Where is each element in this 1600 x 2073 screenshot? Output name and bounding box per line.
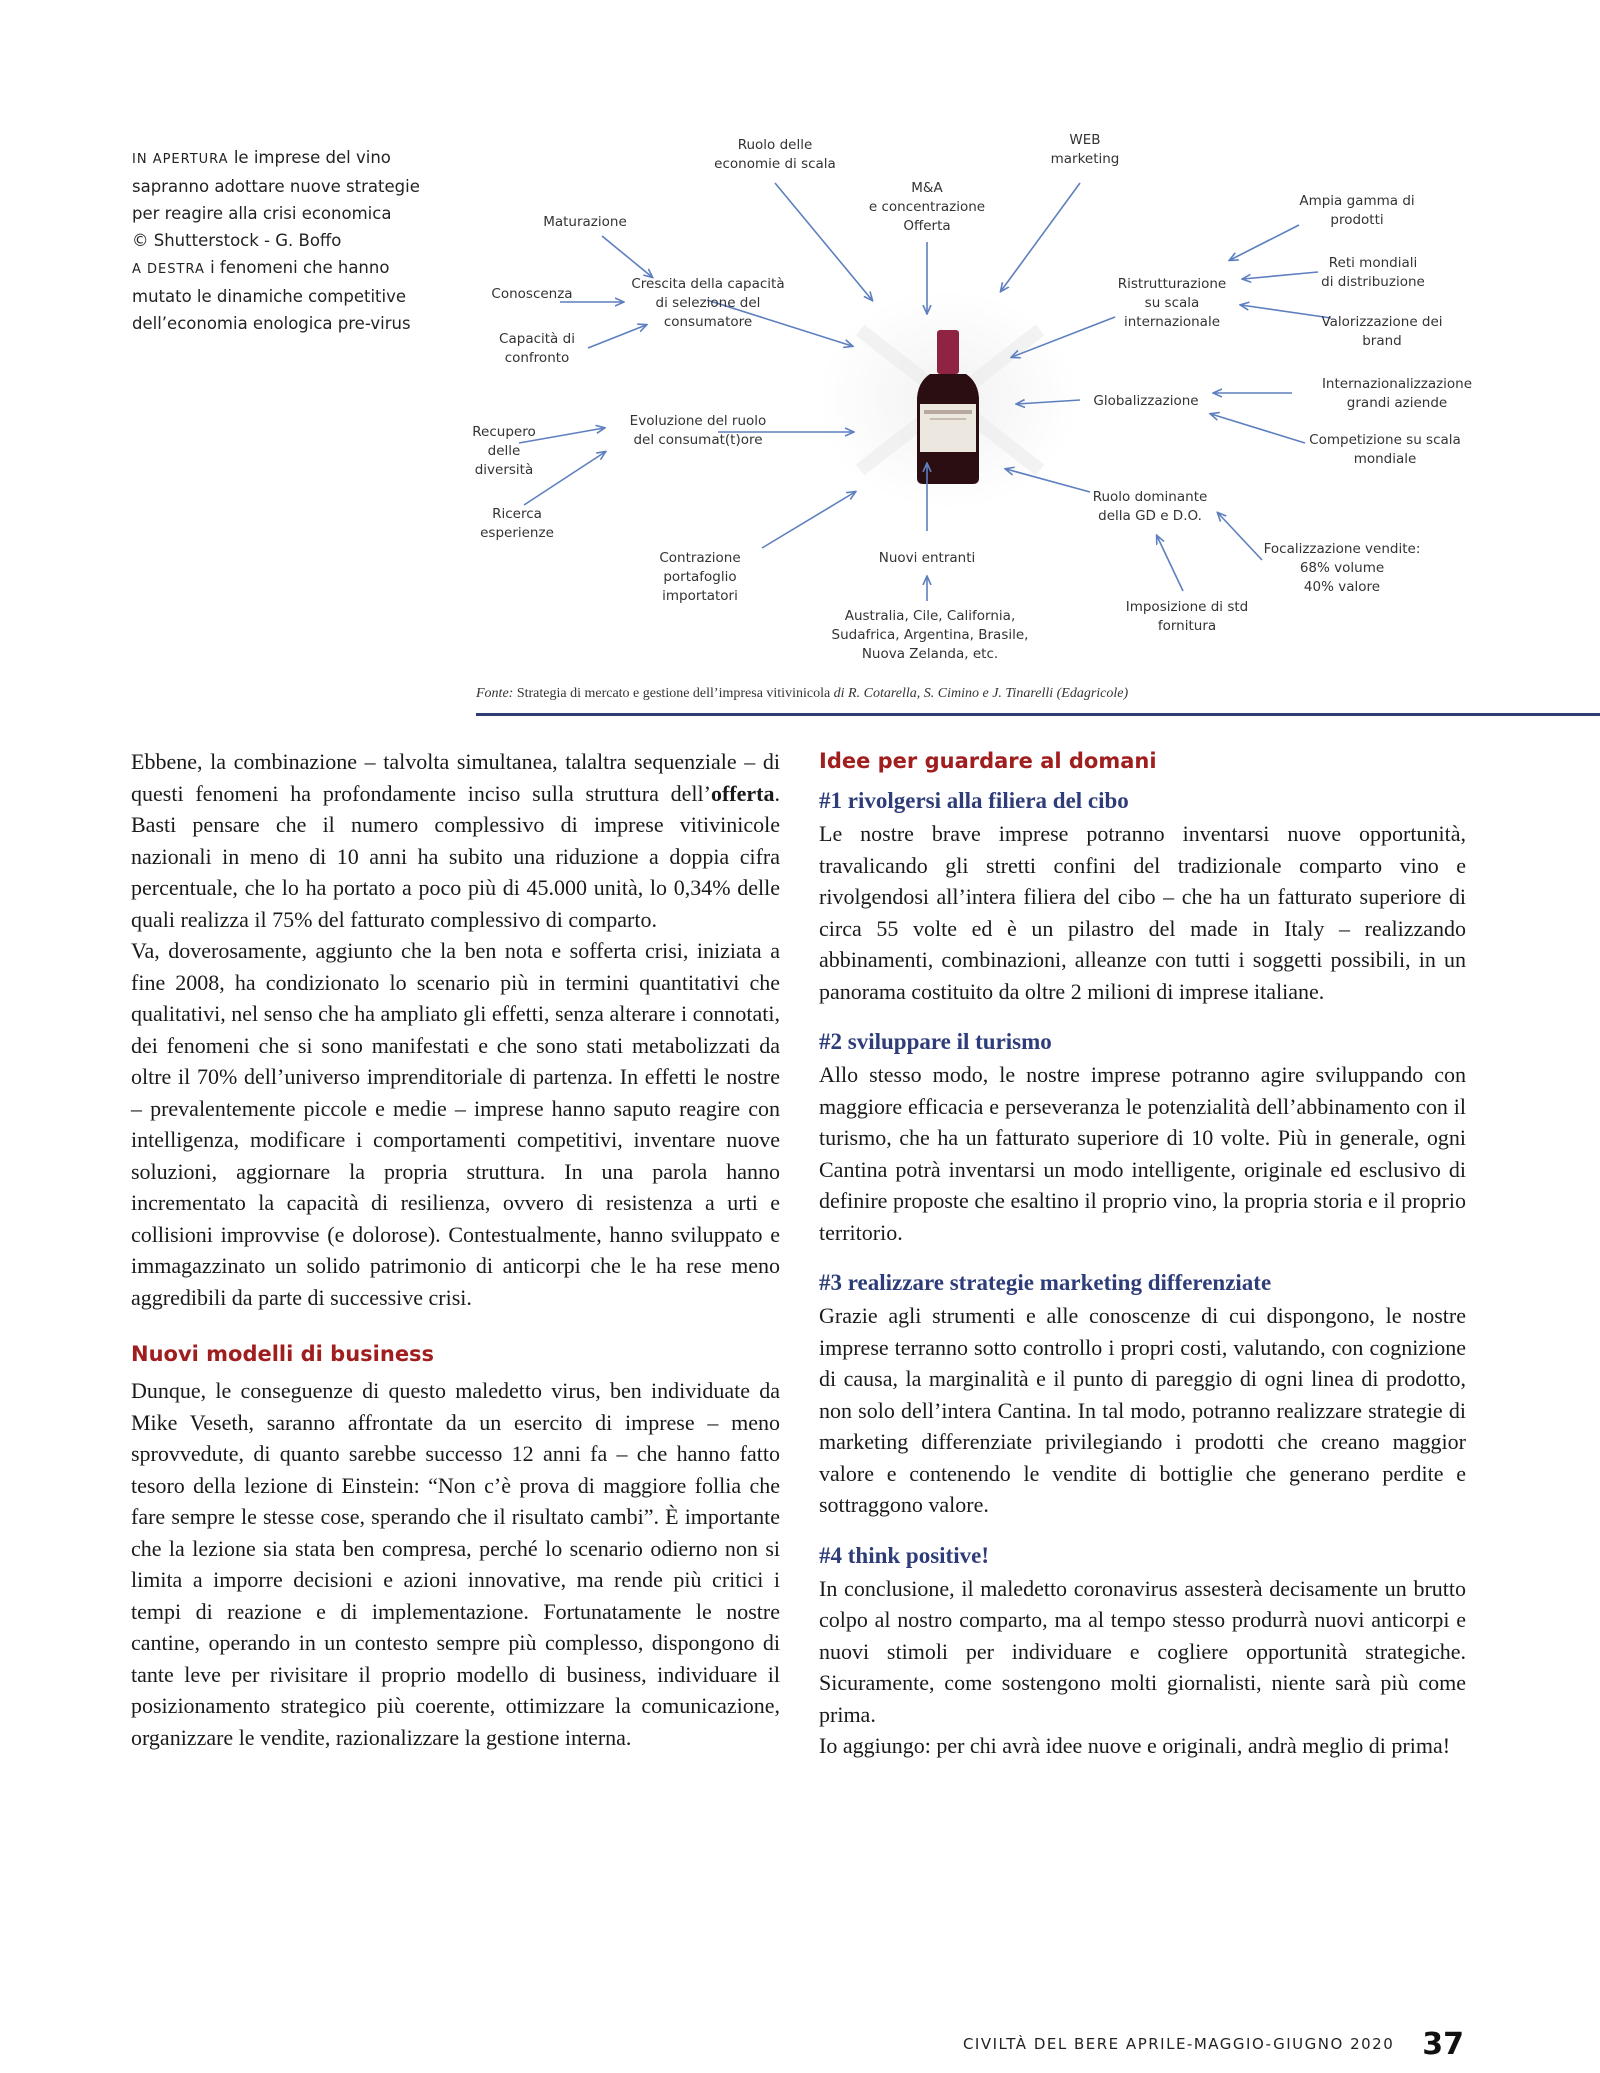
paragraph: Va, doverosamente, aggiunto che la ben nota e sofferta crisi, iniziata a fine 2008, ha condizionato lo scenario più in termini quantitativi che qualitativi, nel senso che ha ampliato gli effetti, senza alterare i connotati, dei fenomeni che si sono manifestati e che sono stati metabolizzati da oltre il 70% dell’universo imprenditoriale di partenza. In effetti le nostre – prevalentemente piccole e medie – imprese hanno saputo reagire con intelligenza, modificare i comportamenti competitivi, inventare nuove soluzioni, aggiornare la propria struttura. In una parola hanno incrementato la capacità di resilienza, ovvero di resistenza a urti e collisioni improvvise (e dolorose). Contestualmente, hanno sviluppato e immagazzinato un solido patrimonio di anticorpi che le ha rese meno aggredibili da parte di successive crisi.: [131, 938, 780, 1310]
paragraph: [131, 746, 780, 935]
right-column: [819, 746, 1466, 1762]
section-heading: Idee per guardare al domani: [819, 749, 1157, 773]
node-economie-scala: Ruolo delle economie di scala: [714, 137, 836, 172]
diagram-source: [476, 686, 1128, 702]
source-label: Fonte:: [476, 686, 514, 701]
node-web-marketing: WEB marketing: [1050, 132, 1120, 167]
node-paesi-entranti: Australia, Cile, California, Sudafrica, Argentina, Brasile, Nuova Zelanda, etc.: [831, 608, 1029, 662]
node-ristrutturazione: Ristrutturazione su scala internazionale: [1117, 276, 1227, 330]
wine-bottle-image: [818, 290, 1078, 510]
caption-label-destra: A DESTRA: [132, 262, 205, 277]
node-crescita-capacita: Crescita della capacità di selezione del consumatore: [631, 276, 785, 330]
node-competizione: Competizione su scala mondiale: [1309, 432, 1461, 467]
node-internazionalizzazione: Internazionalizzazione grandi aziende: [1321, 376, 1473, 411]
paragraph: Dunque, le conseguenze di questo maledetto virus, ben individuate da Mike Veseth, saranno affrontate da un esercito di imprese – meno sprovvedute, di quanto sarebbe successo 12 anni fa – che hanno fatto tesoro della lezione di Einstein: “Non c’è prova di maggiore follia che fare sempre le stesse cose, sperando che il risultato cambi”. È importante che la lezione sia stata ben compresa, perché lo scenario odierno non si limita a imporre decisioni e azioni innovative, ma rende più critici i tempi di reazione e di implementazione. Fortunatamente le nostre cantine, operando in un contesto sempre più complesso, dispongono di tante leve per rivisitare il proprio modello di business, individuare il posizionamento strategico più coerente, ottimizzare la comunicazione, organizzare le vendite, razionalizzare la gestione interna.: [131, 1378, 780, 1750]
paragraph: In conclusione, il maledetto coronavirus assesterà decisamente un brutto colpo al nostro comparto, ma al tempo stesso produrrà nuovi anticorpi e nuovi stimoli per individuare e cogliere opportunità strategiche. Sicuramente, come sostengono molti giornalisti, niente sarà più come prima.: [819, 1575, 1466, 1727]
node-reti-mondiali: Reti mondiali di distribuzione: [1321, 255, 1425, 290]
subsection-heading: #1 rivolgersi alla filiera del cibo: [819, 788, 1129, 813]
node-ma-concentrazione: M&A e concentrazione Offerta: [868, 180, 986, 234]
node-globalizzazione: Globalizzazione: [1093, 393, 1199, 409]
bold-term: offerta: [710, 780, 775, 806]
subsection-heading: #2 sviluppare il turismo: [819, 1029, 1052, 1054]
paragraph: Allo stesso modo, le nostre imprese potranno agire sviluppando con maggiore efficacia e perseveranza le potenzialità dell’abbinamento con il turismo, che ha un fatturato superiore di 10 volte. Più in generale, ogni Cantina potrà inventarsi un modo intelligente, originale ed esclusivo di definire proposte che esaltino il proprio vino, la propria storia e il proprio territorio.: [819, 1062, 1466, 1245]
node-ampia-gamma: Ampia gamma di prodotti: [1299, 193, 1415, 228]
section-heading: Nuovi modelli di business: [131, 1342, 435, 1366]
caption-credit: © Shutterstock - G. Boffo: [132, 231, 342, 250]
node-evoluzione-ruolo: Evoluzione del ruolo del consumat(t)ore: [629, 413, 767, 448]
node-contrazione-portafoglio: Contrazione portafoglio importatori: [659, 550, 741, 604]
source-authors: di R. Cotarella, S. Cimino e J. Tinarelli (Edagricole): [833, 686, 1129, 701]
source-title: Strategia di mercato e gestione dell’impresa vitivinicola: [513, 686, 834, 701]
subsection-heading: #4 think positive!: [819, 1542, 989, 1568]
caption-text-apertura: le imprese del vino sapranno adottare nuove strategie per reagire alla crisi economica: [132, 148, 420, 223]
paragraph-text: Ebbene, la combinazione – talvolta simultanea, talaltra sequenziale – di questi fenomeni ha profondamente inciso sulla struttura dell’: [131, 749, 780, 806]
paragraph: Grazie agli strumenti e alle conoscenze di cui dispongono, le nostre imprese terranno sotto controllo i propri costi, valutando, con cognizione di causa, la marginalità e il punto di pareggio di ogni linea di prodotto, non solo dell’intera Cantina. In tal modo, potranno realizzare strategie di marketing differenziate privilegiando i prodotti che creano maggior valore e contenendo le vendite di bottiglie che generano perdite e sottraggono valore.: [819, 1303, 1466, 1517]
node-conoscenza: Conoscenza: [491, 286, 573, 302]
caption-text-destra: i fenomeni che hanno mutato le dinamiche competitive dell’economia enologica pre-virus: [132, 258, 411, 333]
node-imposizione-std: Imposizione di std fornitura: [1125, 599, 1249, 634]
page-number: 37: [1422, 2026, 1464, 2062]
caption-label-apertura: IN APERTURA: [132, 152, 229, 167]
node-nuovi-entranti: Nuovi entranti: [878, 550, 976, 566]
section-divider: [476, 713, 1600, 716]
left-column: [131, 746, 780, 1753]
node-maturazione: Maturazione: [543, 214, 627, 230]
paragraph: Io aggiungo: per chi avrà idee nuove e originali, andrà meglio di prima!: [819, 1733, 1451, 1758]
node-focalizzazione-vendite: Focalizzazione vendite: 68% volume 40% valore: [1263, 541, 1421, 595]
node-recupero-diversita: Recupero delle diversità: [472, 424, 536, 478]
node-valorizzazione-brand: Valorizzazione dei brand: [1321, 314, 1443, 349]
magazine-issue: CIVILTÀ DEL BERE APRILE-MAGGIO-GIUGNO 2020: [962, 2035, 1395, 2053]
node-ricerca-esperienze: Ricerca esperienze: [480, 506, 554, 541]
paragraph-text: . Basti pensare che il numero complessivo di imprese vitivinicole nazionali in meno di 10 anni ha subito una riduzione a doppia cifra percentuale, che lo ha portato a poco più di 45.000 unità, lo 0,34% delle quali realizza il 75% del fatturato complessivo di comparto.: [131, 780, 780, 932]
paragraph: Le nostre brave imprese potranno inventarsi nuove opportunità, travalicando gli stretti confini del tradizionale comparto vino e rivolgendosi all’intera filiera del cibo – che ha un fatturato superiore di circa 55 volte ed è un pilastro del made in Italy – realizzando abbinamenti, combinazioni, alleanze con tutti i soggetti possibili, in un panorama costituito da oltre 2 milioni di imprese italiane.: [819, 821, 1466, 1004]
page-footer: [963, 2024, 1464, 2064]
node-ruolo-gd: Ruolo dominante della GD e D.O.: [1092, 489, 1208, 524]
node-capacita-confronto: Capacità di confronto: [499, 331, 575, 366]
subsection-heading: #3 realizzare strategie marketing differenziate: [819, 1270, 1272, 1295]
phenomena-diagram: [0, 0, 1600, 700]
